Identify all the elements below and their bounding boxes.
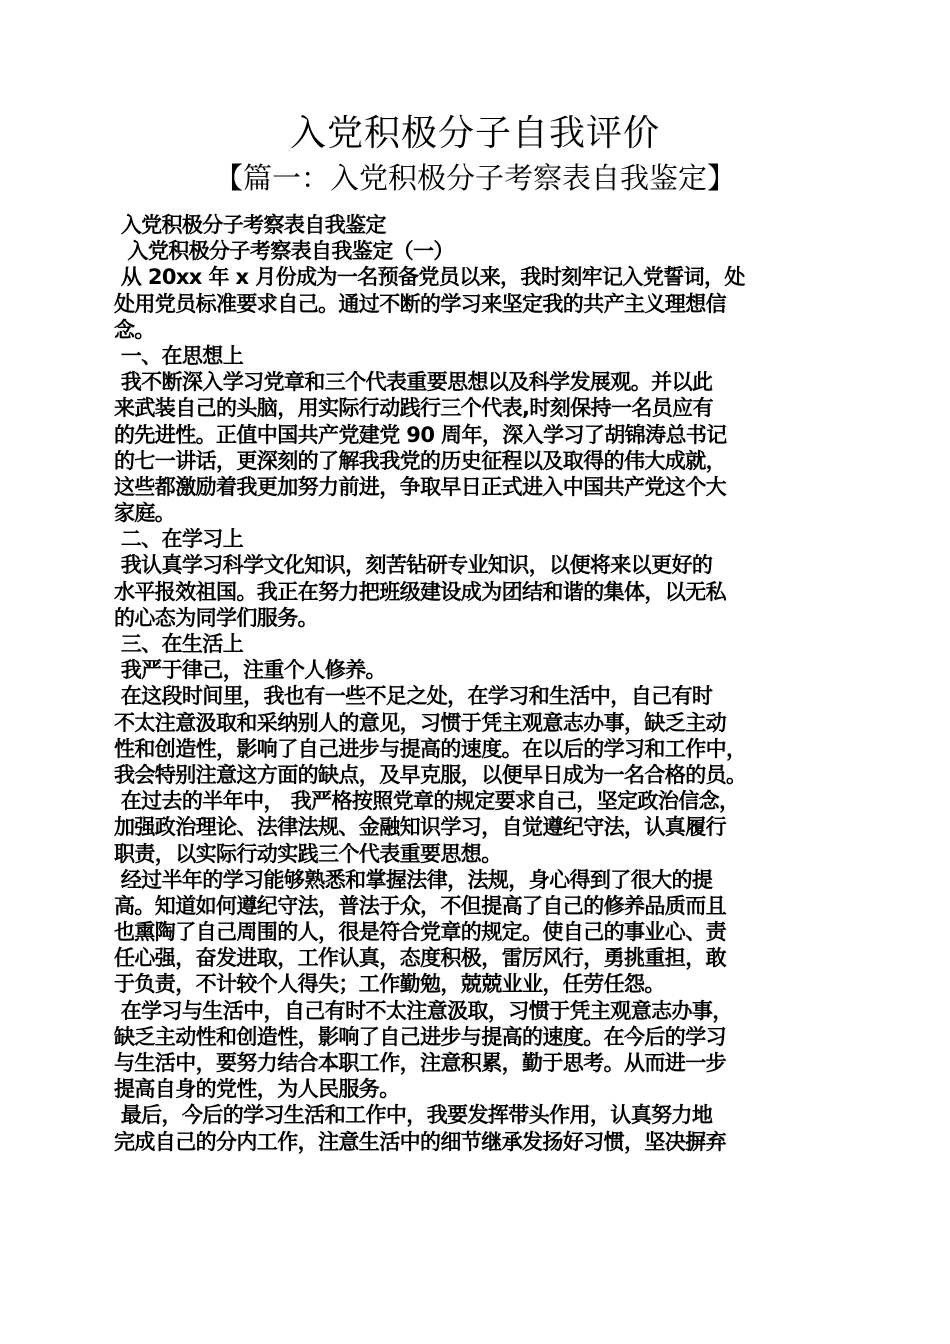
text-line: 这些都激励着我更加努力前进，争取早日正式进入中国共产党这个大 xyxy=(114,474,726,499)
text-line: 与生活中，要努力结合本职工作，注意积累，勤于思考。从而进一步 xyxy=(114,1051,726,1075)
text-line: 入党积极分子考察表自我鉴定 xyxy=(114,213,386,237)
text-line: 的心态为同学们服务。 xyxy=(114,605,318,630)
text-line: 加强政治理论、法律法规、金融知识学习，自觉遵纪守法，认真履行 xyxy=(114,815,726,840)
text-line: 经过半年的学习能够熟悉和掌握法律，法规，身心得到了很大的提 xyxy=(114,867,713,892)
text-line: 的七一讲话，更深刻的了解我我党的历史征程以及取得的伟大成就， xyxy=(114,448,726,473)
document-title: 入党积极分子自我评价 xyxy=(289,113,660,154)
text-line: 性和创造性，影响了自己进步与提高的速度。在以后的学习和工作中， xyxy=(114,736,747,761)
text-line: 处用党员标准要求自己。通过不断的学习来坚定我的共产主义理想信 xyxy=(114,291,726,316)
text-line: 水平报效祖国。我正在努力把班级建设成为团结和谐的集体，以无私 xyxy=(114,579,726,604)
text-line: 入党积极分子考察表自我鉴定（一） xyxy=(114,239,454,264)
text-line: 高。知道如何遵纪守法，普法于众，不但提高了自己的修养品质而且 xyxy=(114,893,726,918)
text-line: 在过去的半年中， 我严格按照党章的规定要求自己，坚定政治信念， xyxy=(114,789,740,814)
text-line: 我会特别注意这方面的缺点，及早克服，以便早日成为一名合格的员。 xyxy=(114,762,747,787)
text-line: 一、在思想上 xyxy=(114,343,244,368)
text-line: 提高自身的党性，为人民服务。 xyxy=(114,1077,400,1102)
text-line: 从 20xx 年 x 月份成为一名预备党员以来，我时刻牢记入党誓词，处 xyxy=(114,265,745,290)
text-line: 不太注意汲取和采纳别人的意见，习惯于凭主观意志办事，缺乏主动 xyxy=(114,710,726,735)
text-line: 缺乏主动性和创造性，影响了自己进步与提高的速度。在今后的学习 xyxy=(114,1024,726,1049)
text-line: 于负责，不计较个人得失；工作勤勉，兢兢业业，任劳任怨。 xyxy=(114,972,665,997)
text-line: 任心强，奋发进取，工作认真，态度积极，雷厉风行，勇挑重担，敢 xyxy=(114,946,726,971)
document-body xyxy=(114,212,842,1155)
text-line: 在学习与生活中，自己有时不太注意汲取，习惯于凭主观意志办事， xyxy=(114,998,733,1023)
document-subtitle: 【篇一：入党积极分子考察表自我鉴定】 xyxy=(213,161,736,195)
text-line: 家庭。 xyxy=(114,501,176,526)
text-line: 最后，今后的学习生活和工作中，我要发挥带头作用，认真努力地 xyxy=(114,1103,713,1128)
text-line: 完成自己的分内工作，注意生活中的细节继承发扬好习惯，坚决摒弃 xyxy=(114,1129,726,1154)
text-line: 也熏陶了自己周围的人，很是符合党章的规定。使自己的事业心、责 xyxy=(114,920,726,945)
text-line: 三、在生活上 xyxy=(114,632,244,656)
text-line: 我严于律己，注重个人修养。 xyxy=(114,658,386,683)
text-line: 在这段时间里，我也有一些不足之处，在学习和生活中，自己有时 xyxy=(114,684,713,709)
text-line: 我不断深入学习党章和三个代表重要思想以及科学发展观。并以此 xyxy=(114,370,713,395)
text-line: 来武装自己的头脑，用实际行动践行三个代表,时刻保持一名员应有 xyxy=(114,396,713,421)
text-line: 职责，以实际行动实践三个代表重要思想。 xyxy=(114,841,502,866)
text-line: 的先进性。正值中国共产党建党 90 周年，深入学习了胡锦涛总书记 xyxy=(114,422,727,447)
text-line: 我认真学习科学文化知识，刻苦钻研专业知识，以便将来以更好的 xyxy=(114,553,713,578)
text-line: 念。 xyxy=(114,317,155,342)
text-line: 二、在学习上 xyxy=(114,527,244,552)
